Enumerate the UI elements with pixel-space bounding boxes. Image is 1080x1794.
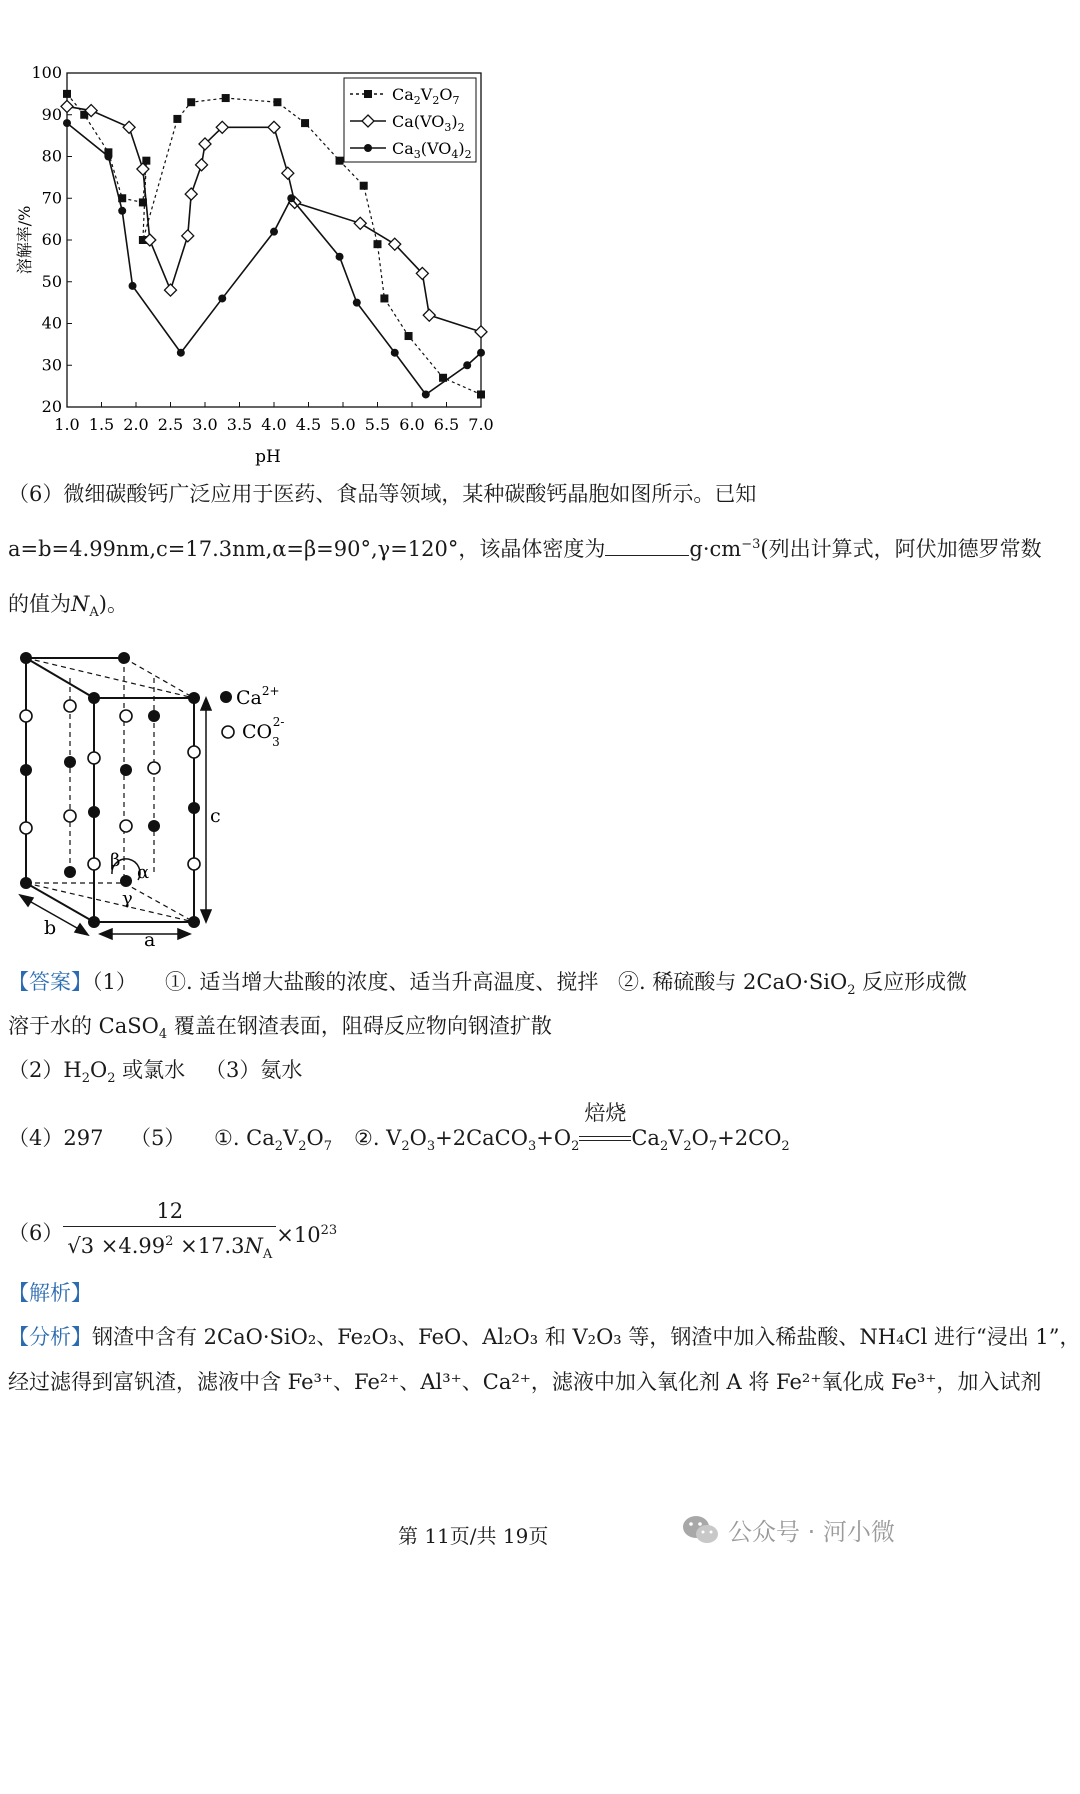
ca-ion xyxy=(188,916,200,928)
y-tick-label: 60 xyxy=(41,230,62,249)
ca-ion xyxy=(88,692,100,704)
co3-ion xyxy=(20,822,32,834)
legend-text: Ca xyxy=(392,139,414,158)
density-unit: g·cm xyxy=(689,537,742,561)
co3-ion xyxy=(88,858,100,870)
legend-text: Ca(VO xyxy=(392,112,445,131)
x-tick-label: 4.0 xyxy=(261,415,287,434)
legend-subscript: 2 xyxy=(464,148,472,161)
ca-ion xyxy=(88,806,100,818)
legend-subscript: 2 xyxy=(457,121,465,134)
eq-s1: 2 xyxy=(401,1139,410,1155)
answer-6 xyxy=(8,1196,337,1270)
answer-1-line2-end: 覆盖在钢渣表面，阻碍反应物向钢渣扩散 xyxy=(167,1014,552,1038)
legend-label xyxy=(392,139,472,161)
question6-line1: （6）微细碳酸钙广泛应用于医药、食品等领域，某种碳酸钙晶胞如图所示。已知 xyxy=(8,482,757,506)
co3-ion xyxy=(20,710,32,722)
analysis-tag: 【解析】 xyxy=(8,1281,92,1305)
ca-ions xyxy=(20,652,200,928)
den-sub: A xyxy=(262,1247,273,1263)
reaction-arrow xyxy=(579,1100,631,1145)
data-point-square xyxy=(405,332,413,340)
data-point-circle xyxy=(477,349,485,357)
answer-5-i xyxy=(214,1124,332,1161)
legend-ca: $Ca^{2+}$ xyxy=(236,684,280,709)
answer-1-ii-end: 反应形成微 xyxy=(855,970,968,994)
data-point-square xyxy=(380,294,388,302)
eq-s4: 2 xyxy=(571,1139,580,1155)
data-point-square xyxy=(222,94,230,102)
p5i-b: V xyxy=(283,1126,299,1150)
legend-subscript: 4 xyxy=(451,148,459,161)
data-point-diamond xyxy=(137,163,149,175)
eq-c: +2CaCO xyxy=(435,1126,528,1150)
data-point-circle xyxy=(63,119,71,127)
question6-line3-text: 的值为 xyxy=(8,592,71,616)
eq-s6: 2 xyxy=(683,1139,692,1155)
legend-subscript: 2 xyxy=(413,94,421,107)
legend-ca-marker xyxy=(220,691,232,703)
eq-s7: 7 xyxy=(708,1139,718,1155)
question6-line3-end: )。 xyxy=(98,592,128,616)
data-point-square xyxy=(477,390,485,398)
x-tick-label: 5.5 xyxy=(364,415,391,434)
ca-ion xyxy=(188,692,200,704)
answer-1 xyxy=(8,968,137,996)
legend-label xyxy=(392,85,459,107)
ca-ion xyxy=(188,802,200,814)
y-tick-label: 80 xyxy=(41,146,62,166)
x-axis-label: pH xyxy=(255,447,281,467)
density-answer-blank[interactable] xyxy=(605,535,689,556)
data-point-square xyxy=(364,90,372,98)
ca-ion xyxy=(20,764,32,776)
alpha-label: α xyxy=(137,862,150,883)
data-point-circle xyxy=(422,390,430,398)
co3-ion xyxy=(64,700,76,712)
data-point-diamond xyxy=(475,326,487,338)
reaction-condition: 焙烧 xyxy=(584,1100,627,1125)
y-tick-label: 30 xyxy=(41,355,62,375)
avogadro-symbol: N xyxy=(71,592,90,616)
ca-ion xyxy=(148,710,160,722)
density-fraction xyxy=(63,1196,276,1270)
legend-co3: $CO_32-$ xyxy=(242,715,285,749)
data-point-circle xyxy=(353,299,361,307)
eq-a: ②. V xyxy=(354,1126,402,1150)
b-label: b xyxy=(44,917,57,939)
co3-ion xyxy=(148,762,160,774)
x-tick-label: 1.5 xyxy=(88,415,115,434)
legend-label xyxy=(392,112,465,134)
answer-2-sub1: 2 xyxy=(81,1071,90,1087)
ca-ion xyxy=(120,764,132,776)
data-point-square xyxy=(187,98,195,106)
data-point-circle xyxy=(364,144,372,152)
data-point-diamond xyxy=(61,100,73,112)
answer-1-line2-sub: 4 xyxy=(158,1027,168,1043)
data-point-square xyxy=(360,182,368,190)
times-ten: ×10 xyxy=(276,1223,321,1248)
legend-subscript: 3 xyxy=(413,148,421,161)
legend-text: Ca xyxy=(392,85,414,104)
solubility-chart xyxy=(0,60,520,470)
answer-6-label: （6） xyxy=(8,1221,64,1246)
data-point-circle xyxy=(177,349,185,357)
ca-ion xyxy=(20,652,32,664)
fraction-numerator: 12 xyxy=(63,1196,276,1227)
den-n: N xyxy=(244,1234,263,1258)
data-point-diamond xyxy=(282,167,294,179)
question6-note: (列出计算式，阿伏加德罗常数 xyxy=(760,537,1042,561)
wechat-icon xyxy=(682,1514,720,1546)
legend-subscript: 3 xyxy=(444,121,452,134)
answer-1-line2-text: 溶于水的 CaSO xyxy=(8,1014,159,1038)
eq-s2: 3 xyxy=(426,1139,436,1155)
question6-params: a=b=4.99nm,c=17.3nm,α=β=90°,γ=120°，该晶体密度为 xyxy=(8,537,606,561)
answer-1-line2 xyxy=(8,1012,552,1049)
den-sup: 2 xyxy=(165,1234,174,1249)
co3-ion xyxy=(188,858,200,870)
answer-1-ii xyxy=(618,968,967,1005)
x-tick-label: 6.0 xyxy=(399,415,425,434)
legend-text: (VO xyxy=(420,139,452,158)
analysis-text-1: 钢渣中含有 2CaO·SiO₂、Fe₂O₃、FeO、Al₂O₃ 和 V₂O₃ 等，钢渣中加入稀盐酸、NH₄Cl 进行“浸出 1”， xyxy=(92,1325,1080,1349)
ten-exp: 23 xyxy=(320,1223,338,1239)
eq-s3: 3 xyxy=(527,1139,537,1155)
gamma-label: γ xyxy=(122,888,133,909)
eq-s8: 2 xyxy=(781,1139,790,1155)
data-point-diamond xyxy=(354,217,366,229)
co3-ion xyxy=(88,752,100,764)
p5i-s2: 2 xyxy=(298,1139,307,1155)
data-point-circle xyxy=(391,349,399,357)
data-point-circle xyxy=(287,194,295,202)
data-point-square xyxy=(301,119,309,127)
avogadro-sub: A xyxy=(89,605,99,621)
ca-ion xyxy=(118,652,130,664)
data-point-square xyxy=(173,115,181,123)
p5i-s3: 7 xyxy=(323,1139,332,1155)
ca-ion xyxy=(88,916,100,928)
x-tick-label: 2.5 xyxy=(157,415,184,434)
question6-line3 xyxy=(8,590,128,627)
answer-1-i: ①. 适当增大盐酸的浓度、适当升高温度、搅拌 xyxy=(165,970,599,994)
x-tick-label: 6.5 xyxy=(433,415,460,434)
dimension-arrows xyxy=(20,698,211,939)
ca-ion xyxy=(120,875,132,887)
eq-b: O xyxy=(409,1126,427,1150)
answer-3: （3）氨水 xyxy=(205,1058,303,1082)
a-label: a xyxy=(144,929,156,951)
answer-2 xyxy=(8,1056,185,1093)
analysis-line1 xyxy=(8,1323,1080,1351)
legend-text: V xyxy=(420,85,433,104)
answer-2-end: 或氯水 xyxy=(115,1058,186,1082)
data-point-diamond xyxy=(268,121,280,133)
legend-co3-marker xyxy=(222,726,234,738)
data-point-circle xyxy=(104,153,112,161)
power-of-ten xyxy=(276,1223,337,1247)
x-tick-label: 3.0 xyxy=(192,415,218,434)
co3-ion xyxy=(188,746,200,758)
legend-text: ) xyxy=(451,112,458,131)
y-axis-label: 溶解率/% xyxy=(15,205,34,275)
data-point-square xyxy=(273,98,281,106)
x-tick-label: 7.0 xyxy=(468,415,494,434)
data-point-diamond xyxy=(196,159,208,171)
y-tick-label: 20 xyxy=(41,397,62,416)
data-point-diamond xyxy=(182,230,194,242)
eq-g: O xyxy=(691,1126,709,1150)
y-tick-label: 50 xyxy=(41,271,62,291)
page-number: 第 11页/共 19页 xyxy=(398,1524,549,1548)
co3-ion xyxy=(64,810,76,822)
data-point-circle xyxy=(118,207,126,215)
watermark xyxy=(682,1512,895,1547)
eq-e: Ca xyxy=(631,1126,660,1150)
answer-5-label: （5） xyxy=(130,1126,186,1150)
answer-1-ii-text: ②. 稀硫酸与 2CaO·SiO xyxy=(618,970,848,994)
crystal-cell-diagram xyxy=(0,640,320,960)
y-tick-label: 40 xyxy=(41,313,62,333)
y-tick-label: 90 xyxy=(41,104,62,124)
carbonate-ions xyxy=(20,700,200,870)
watermark-text: 公众号 · 河小微 xyxy=(728,1518,895,1546)
eq-h: +2CO xyxy=(717,1126,782,1150)
question6-line2 xyxy=(8,531,1042,563)
legend-subscript: 7 xyxy=(452,94,460,107)
x-tick-label: 4.5 xyxy=(295,415,322,434)
answer-2-text: （2）H xyxy=(8,1058,82,1082)
den-a: √3 ×4.99 xyxy=(67,1234,166,1258)
data-point-diamond xyxy=(123,121,135,133)
answer-2-o: O xyxy=(89,1058,108,1082)
data-point-square xyxy=(63,90,71,98)
co3-ion xyxy=(120,820,132,832)
p5i-s1: 2 xyxy=(274,1139,284,1155)
data-point-diamond xyxy=(144,234,156,246)
answer-1-label: （1） xyxy=(92,970,137,994)
eq-d: +O xyxy=(536,1126,572,1150)
data-point-diamond xyxy=(423,309,435,321)
x-tick-label: 5.0 xyxy=(330,415,356,434)
data-point-circle xyxy=(218,294,226,302)
answer-tag: 【答案】 xyxy=(8,970,92,994)
data-point-circle xyxy=(270,228,278,236)
legend-text: ) xyxy=(458,139,465,158)
data-point-square xyxy=(336,157,344,165)
eq-f: V xyxy=(668,1126,684,1150)
p5i-a: ①. Ca xyxy=(214,1126,275,1150)
fenxi-tag: 【分析】 xyxy=(8,1325,92,1349)
legend-subscript: 2 xyxy=(432,94,440,107)
ca-ion xyxy=(64,866,76,878)
co3-ion xyxy=(120,710,132,722)
ca-ion xyxy=(64,756,76,768)
data-point-circle xyxy=(463,361,471,369)
ca-ion xyxy=(20,877,32,889)
fraction-denominator xyxy=(63,1227,276,1270)
c-label: c xyxy=(210,805,221,827)
beta-label: β xyxy=(110,850,121,871)
den-b: ×17.3 xyxy=(173,1234,245,1258)
legend-text: O xyxy=(439,85,453,104)
eq-s5: 2 xyxy=(659,1139,669,1155)
y-tick-label: 70 xyxy=(41,188,62,208)
data-point-diamond xyxy=(185,188,197,200)
density-unit-exp: −3 xyxy=(741,537,761,552)
ca-ion xyxy=(148,820,160,832)
x-tick-label: 3.5 xyxy=(226,415,253,434)
data-point-square xyxy=(374,240,382,248)
x-tick-label: 1.0 xyxy=(54,415,80,434)
answer-1-ii-sub: 2 xyxy=(847,983,856,999)
analysis-line2: 经过滤得到富钒渣，滤液中含 Fe³⁺、Fe²⁺、Al³⁺、Ca²⁺，滤液中加入氧化剂 A 将 Fe²⁺氧化成 Fe³⁺，加入试剂 xyxy=(8,1370,1042,1394)
x-tick-label: 2.0 xyxy=(123,415,149,434)
p5i-c: O xyxy=(306,1126,324,1150)
answer-5-ii-equation xyxy=(354,1100,790,1161)
series-line xyxy=(67,123,481,394)
answer-2-sub2: 2 xyxy=(107,1071,116,1087)
data-point-circle xyxy=(336,253,344,261)
data-point-circle xyxy=(129,282,137,290)
data-point-diamond xyxy=(165,284,177,296)
answer-4: （4）297 xyxy=(8,1126,104,1150)
y-tick-label: 100 xyxy=(31,63,62,82)
